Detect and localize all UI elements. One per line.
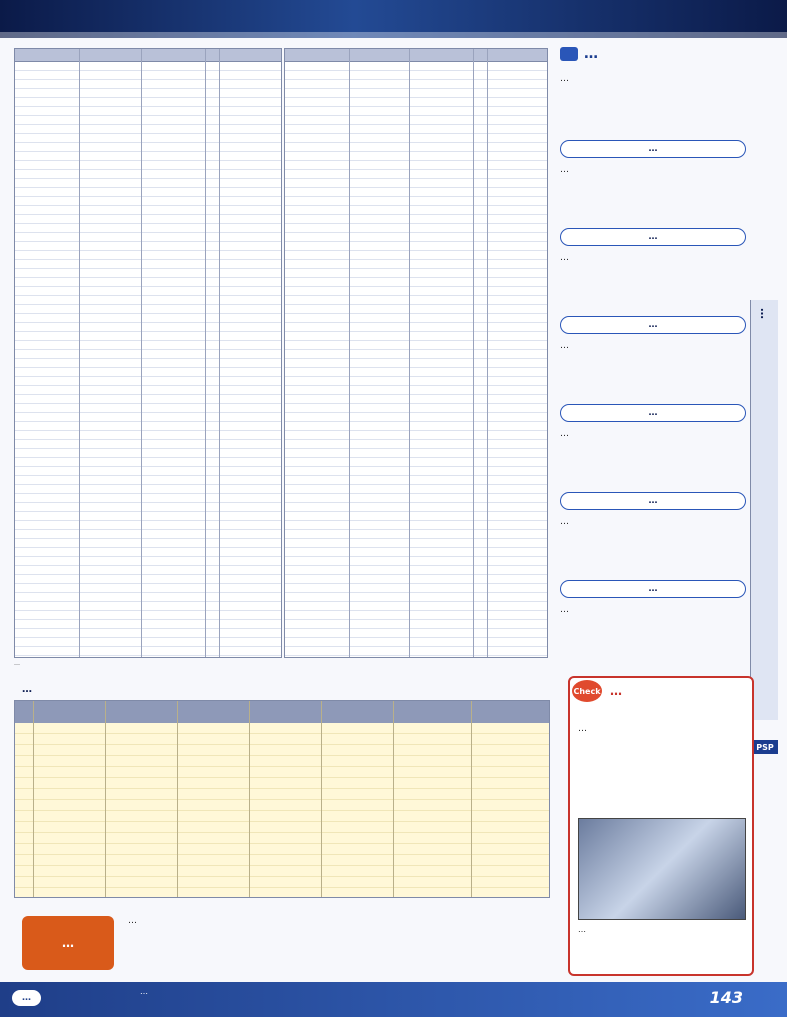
page-number: 143: [709, 988, 743, 1007]
table-body: [285, 62, 547, 657]
ability-item: … …: [560, 492, 746, 530]
bottom-bar: [0, 982, 787, 1017]
recommended-intro: …: [560, 74, 569, 84]
check-title: …: [610, 684, 622, 698]
table-footnote: …: [14, 660, 20, 667]
ability-item: … …: [560, 140, 746, 178]
check-badge: Check: [572, 680, 602, 702]
ability-item: … …: [560, 580, 746, 618]
mid-command-table: [284, 48, 548, 658]
ability-item: … …: [560, 228, 746, 266]
table-header: [15, 49, 281, 62]
law-tag: …: [22, 916, 114, 970]
left-command-table: [14, 48, 282, 658]
side-tab: …: [750, 300, 778, 720]
recommended-abilities: [560, 42, 746, 662]
table-body: [15, 62, 281, 657]
table-header: [15, 701, 549, 723]
screenshot-caption: …: [578, 925, 586, 934]
recommended-title: …: [560, 46, 598, 62]
ability-item: … …: [560, 404, 746, 442]
ability-law-box: [12, 910, 540, 980]
top-decoration: [0, 0, 787, 38]
check-box: [568, 676, 754, 976]
ability-item: … …: [560, 316, 746, 354]
gimmick-label: …: [12, 990, 41, 1006]
table-body: [15, 723, 549, 897]
table-header: [285, 49, 547, 62]
hammer-icon: [560, 47, 578, 61]
command-charge-table: [14, 700, 550, 898]
bottom-table-title: …: [22, 684, 32, 695]
gimmick-text: …: [140, 987, 148, 996]
game-screenshot: [578, 818, 746, 920]
psp-tag: PSP: [752, 740, 778, 754]
law-text: …: [128, 916, 137, 926]
check-body: …: [578, 724, 587, 734]
